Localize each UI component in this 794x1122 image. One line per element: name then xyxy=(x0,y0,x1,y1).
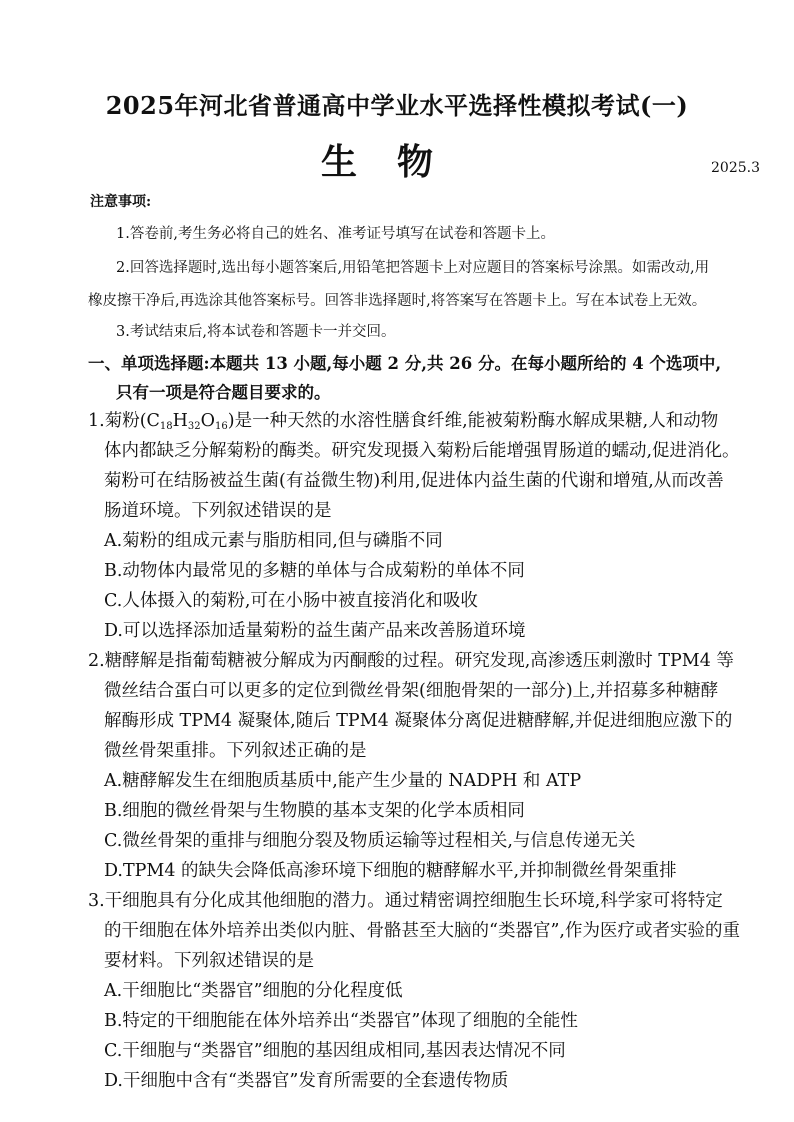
question-2-option-c: C.微丝骨架的重排与细胞分裂及物质运输等过程相关,与信息传递无关 xyxy=(104,831,636,851)
notice-line-3: 橡皮擦干净后,再选涂其他答案标号。回答非选择题时,将答案写在答题卡上。写在本试卷上无效。 xyxy=(88,293,707,309)
question-1-line-2: 体内都缺乏分解菊粉的酶类。研究发现摄入菊粉后能增强胃肠道的蠕动,促进消化。 xyxy=(104,441,740,461)
question-2-line-1: 2.糖酵解是指葡萄糖被分解成为丙酮酸的过程。研究发现,高渗透压刺激时 TPM4 等 xyxy=(88,651,734,671)
question-1-option-a: A.菊粉的组成元素与脂肪相同,但与磷脂不同 xyxy=(104,531,443,551)
question-1-option-d: D.可以选择添加适量菊粉的益生菌产品来改善肠道环境 xyxy=(104,621,526,641)
section-heading-line-2: 只有一项是符合题目要求的。 xyxy=(116,383,331,402)
question-2-option-a: A.糖酵解发生在细胞质基质中,能产生少量的 NADPH 和 ATP xyxy=(104,771,582,791)
section-heading-line-1: 一、单项选择题:本题共 13 小题,每小题 2 分,共 26 分。在每小题所给的 4 个选项中, xyxy=(88,354,722,373)
exam-date: 2025.3 xyxy=(711,160,760,176)
question-3-line-3: 要材料。下列叙述错误的是 xyxy=(104,951,314,971)
exam-title: 2025年河北省普通高中学业水平选择性模拟考试(一) xyxy=(105,91,689,120)
question-1-option-c: C.人体摄入的菊粉,可在小肠中被直接消化和吸收 xyxy=(104,591,478,611)
notice-line-1: 1.答卷前,考生务必将自己的姓名、准考证号填写在试卷和答题卡上。 xyxy=(116,226,555,242)
question-2-line-2: 微丝结合蛋白可以更多的定位到微丝骨架(细胞骨架的一部分)上,并招募多种糖酵 xyxy=(104,681,719,701)
question-number: 3. xyxy=(88,891,105,911)
question-number: 2. xyxy=(88,651,105,671)
question-number: 1. xyxy=(88,411,105,431)
question-3-option-c: C.干细胞与“类器官”细胞的基因组成相同,基因表达情况不同 xyxy=(104,1041,566,1061)
question-3-line-2: 的干细胞在体外培养出类似内脏、骨骼甚至大脑的“类器官”,作为医疗或者实验的重 xyxy=(104,921,740,941)
notice-heading: 注意事项: xyxy=(90,194,152,210)
question-2-option-b: B.细胞的微丝骨架与生物膜的基本支架的化学本质相同 xyxy=(104,801,525,821)
question-1-line-4: 肠道环境。下列叙述错误的是 xyxy=(104,501,332,521)
question-2-line-4: 微丝骨架重排。下列叙述正确的是 xyxy=(104,741,367,761)
subject-title: 生物 xyxy=(320,141,473,183)
question-1-line-1: 1.菊粉$(C_{18}H_{32}O_{16})$是一种天然的水溶性膳食纤维,能被菊粉酶水解成果糖,人和动物 xyxy=(88,411,719,432)
question-1-option-b: B.动物体内最常见的多糖的单体与合成菊粉的单体不同 xyxy=(104,561,525,581)
question-3-option-b: B.特定的干细胞能在体外培养出“类器官”体现了细胞的全能性 xyxy=(104,1011,578,1031)
question-3-option-d: D.干细胞中含有“类器官”发育所需要的全套遗传物质 xyxy=(104,1071,509,1091)
notice-line-2: 2.回答选择题时,选出每小题答案后,用铅笔把答题卡上对应题目的答案标号涂黑。如需改动,用 xyxy=(116,260,710,276)
notice-line-4: 3.考试结束后,将本试卷和答题卡一并交回。 xyxy=(116,324,396,340)
question-1-line-3: 菊粉可在结肠被益生菌(有益微生物)利用,促进体内益生菌的代谢和增殖,从而改善 xyxy=(104,471,724,491)
question-3-line-1: 3.干细胞具有分化成其他细胞的潜力。通过精密调控细胞生长环境,科学家可将特定 xyxy=(88,891,723,911)
question-2-option-d: D.TPM4 的缺失会降低高渗环境下细胞的糖酵解水平,并抑制微丝骨架重排 xyxy=(104,861,677,881)
question-3-option-a: A.干细胞比“类器官”细胞的分化程度低 xyxy=(104,981,403,1001)
question-2-line-3: 解酶形成 TPM4 凝聚体,随后 TPM4 凝聚体分离促进糖酵解,并促进细胞应激下的 xyxy=(104,711,733,731)
